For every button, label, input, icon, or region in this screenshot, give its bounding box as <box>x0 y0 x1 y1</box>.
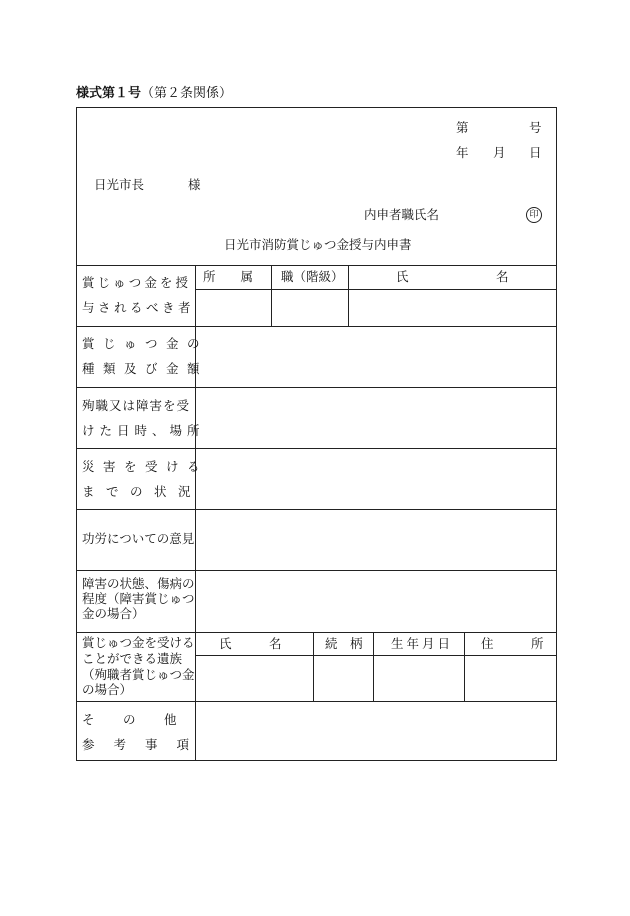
seal-mark: 印 <box>526 207 542 223</box>
date-day: 日 <box>529 145 542 160</box>
remarks-label-line1: そ の 他 <box>82 712 185 727</box>
column-divider <box>348 265 349 326</box>
survivor-label-line4: の場合） <box>82 682 133 697</box>
number-prefix: 第 <box>456 120 469 135</box>
survivor-label-line2: ことができる遺族 <box>82 651 183 666</box>
document-title: 日光市消防賞じゅつ金授与内申書 <box>224 237 412 252</box>
column-divider <box>464 632 465 701</box>
row-divider <box>76 632 557 633</box>
incident-label-line2: けた日時、場所 <box>82 423 205 438</box>
row-divider <box>76 265 557 266</box>
row-divider <box>76 326 557 327</box>
col-affiliation: 所 属 <box>203 269 254 284</box>
form-heading <box>76 82 232 101</box>
applicant-label: 内申者職氏名 <box>364 207 440 222</box>
column-divider <box>373 632 374 701</box>
row-divider <box>195 655 557 656</box>
col-birthdate: 生年月日 <box>391 636 454 651</box>
col-recipient-name: 氏 名 <box>396 269 509 284</box>
column-divider <box>271 265 272 326</box>
recipient-label-line2: 与されるべき者 <box>82 300 195 315</box>
honorific: 様 <box>188 177 201 192</box>
row-divider <box>195 289 557 290</box>
injury-label-line1: 障害の状態、傷病の <box>82 576 195 591</box>
row-divider <box>76 701 557 702</box>
form-number: 様式第１号 <box>76 86 142 101</box>
remarks-label-line2: 参考事項 <box>82 737 209 752</box>
amount-label-line1: 賞じゅつ金の <box>82 336 209 351</box>
col-address: 住 所 <box>481 636 544 651</box>
date-year: 年 <box>456 145 469 160</box>
injury-label-line2: 程度（障害賞じゅつ <box>82 591 195 606</box>
circumstances-label-line2: までの状況 <box>82 484 203 499</box>
amount-label-line2: 種類及び金額 <box>82 361 209 376</box>
row-divider <box>76 387 557 388</box>
column-divider <box>313 632 314 701</box>
col-rank: 職（階級） <box>281 269 344 284</box>
date-month: 月 <box>493 145 506 160</box>
row-divider <box>76 509 557 510</box>
row-divider <box>76 570 557 571</box>
injury-label-line3: 金の場合） <box>82 606 145 621</box>
col-relation: 続 柄 <box>325 636 363 651</box>
merit-label: 功労についての意見 <box>82 531 195 546</box>
circumstances-label-line1: 災害を受ける <box>82 459 209 474</box>
recipient-label-line1: 賞 じ ゅ つ 金 を 授 <box>82 275 188 290</box>
form-relation: （第２条関係） <box>141 86 233 101</box>
incident-label-line1: 殉職又は障害を受 <box>82 398 191 413</box>
survivor-label-line3: （殉職者賞じゅつ金 <box>82 667 195 682</box>
addressee: 日光市長 <box>94 177 145 192</box>
survivor-label-line1: 賞じゅつ金を受ける <box>82 635 195 650</box>
row-divider <box>76 448 557 449</box>
number-suffix: 号 <box>529 120 542 135</box>
col-survivor-name: 氏 名 <box>219 636 282 651</box>
